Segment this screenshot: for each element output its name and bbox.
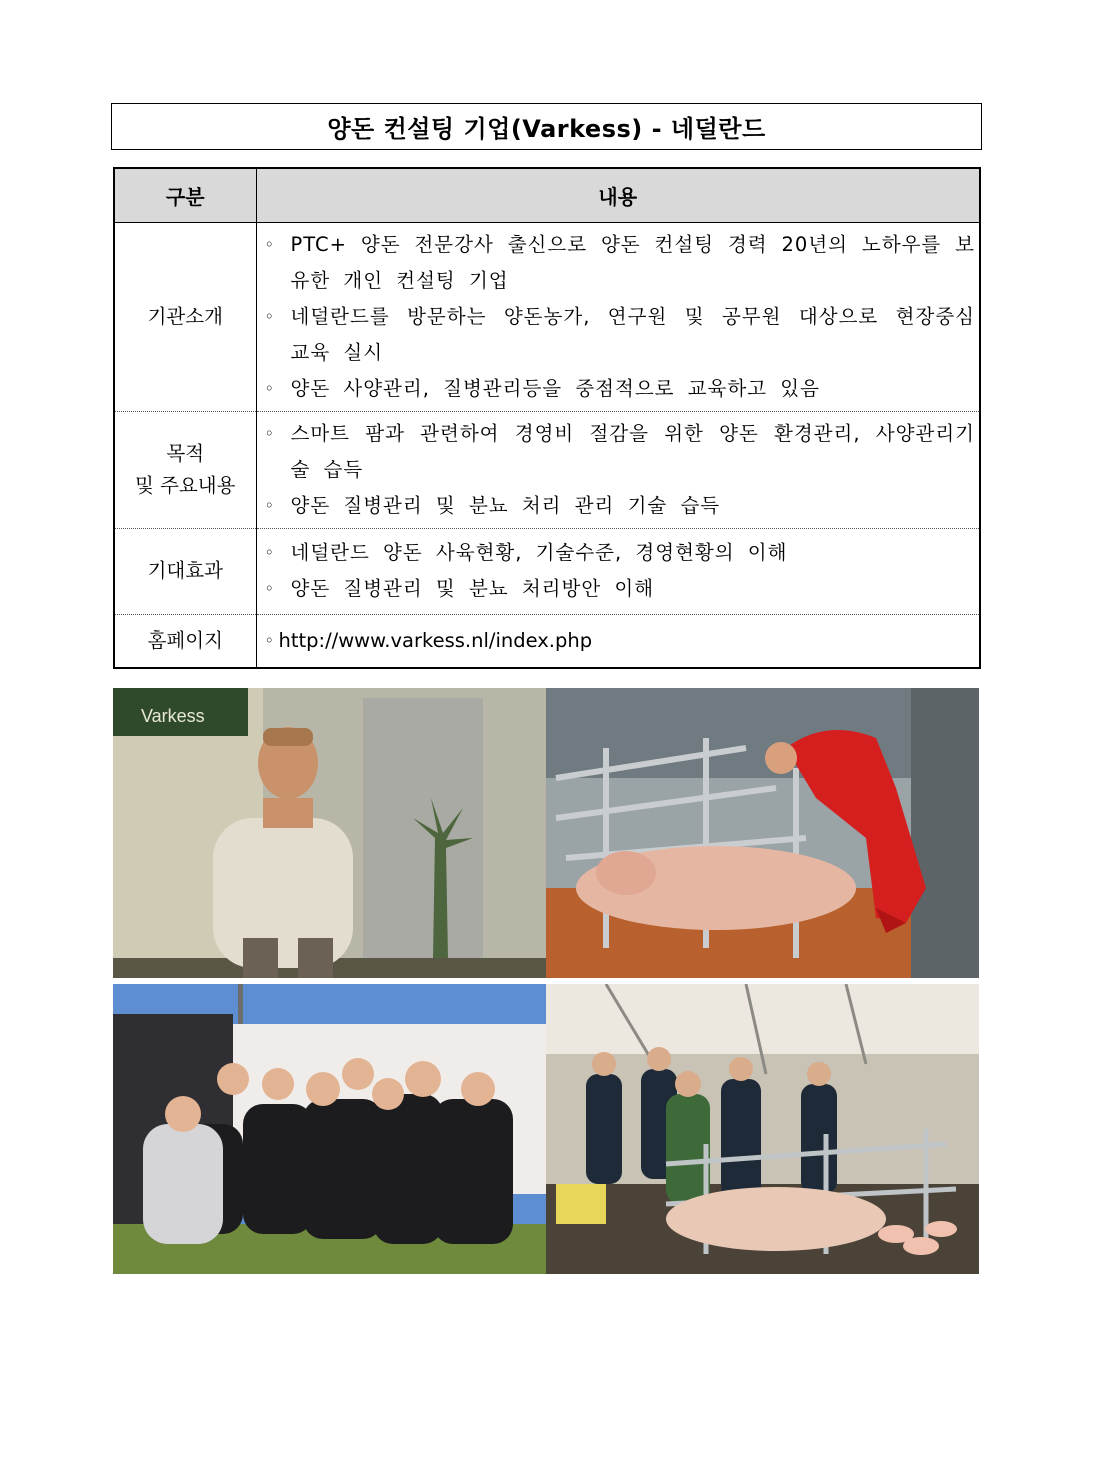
header-category: 구분 xyxy=(114,168,256,222)
row-label-line: 및 주요내용 xyxy=(135,473,236,497)
photo-presenter-image xyxy=(113,688,546,978)
bullet-icon: ◦ xyxy=(264,579,274,598)
list-item xyxy=(265,623,976,659)
list-item: ◦ 네덜란드 양돈 사육현황, 기술수준, 경영현황의 이해 xyxy=(265,535,976,571)
list-item: ◦ PTC+ 양돈 전문강사 출신으로 양돈 컨설팅 경력 20년의 노하우를 보유한 개인 컨설팅 기업 xyxy=(265,227,976,299)
table-row xyxy=(114,528,980,614)
bullet-icon: ◦ xyxy=(264,234,274,254)
logo-text: Varkess xyxy=(141,706,205,726)
info-table xyxy=(113,167,981,669)
table-header-row xyxy=(114,168,980,222)
bullet-icon: ◦ xyxy=(264,495,274,515)
bullet-icon: ◦ xyxy=(264,306,274,326)
row-label-line: 기관소개 xyxy=(147,304,223,328)
bullet-icon: ◦ xyxy=(264,543,274,562)
homepage-link[interactable]: http://www.varkess.nl/index.php xyxy=(278,628,593,652)
row-content xyxy=(256,222,980,411)
photo-group-image xyxy=(113,984,546,1274)
photo-farrowing-crate xyxy=(546,688,979,978)
row-content xyxy=(256,528,980,614)
list-item: ◦ 양돈 사양관리, 질병관리등을 중점적으로 교육하고 있음 xyxy=(265,371,976,407)
table-row xyxy=(114,222,980,411)
page-title: 양돈 컨설팅 기업(Varkess) - 네덜란드 xyxy=(111,103,982,150)
row-label xyxy=(114,528,256,614)
photo-farrowing-crate-image xyxy=(546,688,979,978)
bullet-icon: ◦ xyxy=(264,630,274,650)
table-row xyxy=(114,411,980,528)
list-item: ◦ 양돈 질병관리 및 분뇨 처리방안 이해 xyxy=(265,571,976,607)
bullet-icon: ◦ xyxy=(264,378,274,398)
header-content: 내용 xyxy=(256,168,980,222)
table-row xyxy=(114,614,980,668)
photo-group xyxy=(113,984,546,1274)
row-content xyxy=(256,614,980,668)
row-label xyxy=(114,614,256,668)
photo-grid xyxy=(113,688,979,1274)
photo-barn-image xyxy=(546,984,979,1274)
row-label-line: 기대효과 xyxy=(147,559,223,582)
row-label-line: 목적 xyxy=(166,441,205,465)
row-label xyxy=(114,222,256,411)
photo-presenter xyxy=(113,688,546,978)
list-item: ◦ 네덜란드를 방문하는 양돈농가, 연구원 및 공무원 대상으로 현장중심 교육 실시 xyxy=(265,299,976,371)
photo-barn xyxy=(546,984,979,1274)
list-item: ◦ 양돈 질병관리 및 분뇨 처리 관리 기술 습득 xyxy=(265,488,976,524)
row-label xyxy=(114,411,256,528)
row-label-line: 홈페이지 xyxy=(147,628,223,652)
list-item: ◦ 스마트 팜과 관련하여 경영비 절감을 위한 양돈 환경관리, 사양관리기술 습득 xyxy=(265,416,976,488)
bullet-icon: ◦ xyxy=(264,423,274,443)
row-content xyxy=(256,411,980,528)
